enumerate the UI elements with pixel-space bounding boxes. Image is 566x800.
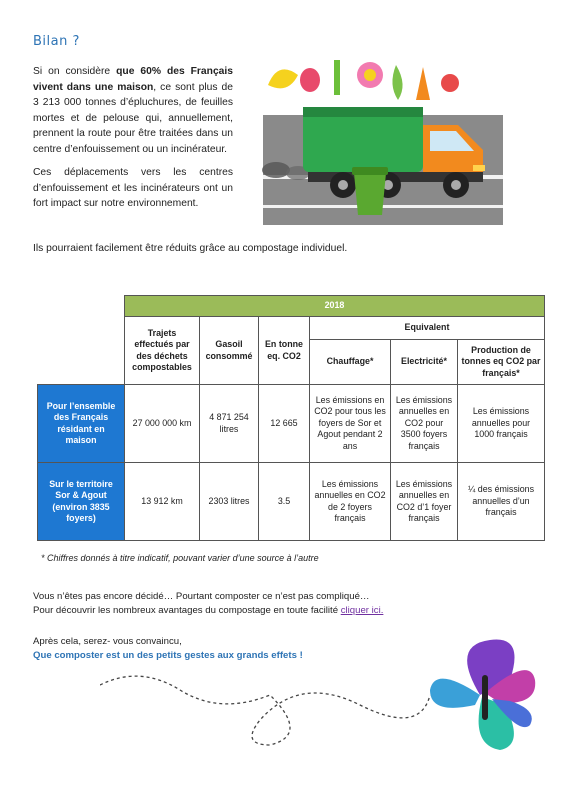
cell-chauffage: Les émissions en CO2 pour tous les foyers de Sor et Agout pendant 2 ans	[310, 385, 391, 463]
footnote: * Chiffres donnés à titre indicatif, pouvant varier d’une source à l’autre	[41, 553, 319, 563]
header-gasoil: Gasoil consommé	[200, 317, 259, 385]
cell-tonne: 3.5	[259, 463, 310, 541]
table-row	[38, 385, 545, 463]
cell-electricite: Les émissions annuelles en CO2 pour 3500 foyers français	[391, 385, 458, 463]
cell-tonne: 12 665	[259, 385, 310, 463]
cell-gasoil: 4 871 254 litres	[200, 385, 259, 463]
header-electricite: Electricité*	[391, 340, 458, 385]
intro-text	[33, 64, 233, 220]
table-row	[38, 463, 545, 541]
cell-chauffage: Les émissions annuelles en CO2 de 2 foyers français	[310, 463, 391, 541]
closing-line-1: Après cela, serez- vous convaincu,	[33, 636, 182, 647]
vegetable-characters	[268, 60, 459, 100]
header-chauffage: Chauffage*	[310, 340, 391, 385]
header-equivalent: Equivalent	[310, 317, 545, 340]
outro-line-1: Vous n’êtes pas encore décidé… Pourtant composter ce n’est pas compliqué…	[33, 591, 370, 602]
intro-highlight: que 60% des Français vivent dans une maison	[33, 66, 233, 93]
cell-production: Les émissions annuelles pour 1000 français	[458, 385, 545, 463]
co2-table	[37, 295, 545, 541]
cell-trajets: 13 912 km	[125, 463, 200, 541]
outro-line-2: Pour découvrir les nombreux avantages du compostage en toute facilité cliquer ici.	[33, 605, 384, 616]
header-tonne: En tonne eq. CO2	[259, 317, 310, 385]
page-title: Bilan ?	[33, 34, 80, 49]
garbage-truck-illustration	[258, 55, 508, 225]
closing-slogan: Que composter est un des petits gestes aux grands effets !	[33, 650, 303, 661]
row-label: Pour l’ensemble des Français résidant en maison	[38, 385, 125, 463]
cell-gasoil: 2303 litres	[200, 463, 259, 541]
header-trajets: Trajets effectués par des déchets compostables	[125, 317, 200, 385]
cliquer-ici-link[interactable]: cliquer ici.	[340, 605, 384, 616]
intro-paragraph-1: Si on considère que 60% des Français vivent dans une maison, ce sont plus de 3 213 000 tonnes d’épluchures, de feuilles mortes et de pelouse qui, annuellement, prennent la route pour être traitées dans un centre d’enfouissement ou un incinérateur.	[33, 66, 233, 155]
cell-production: ¼ des émissions annuelles d’un français	[458, 463, 545, 541]
outro-text	[33, 590, 383, 618]
row-label: Sur le territoire Sor & Agout (environ 3835 foyers)	[38, 463, 125, 541]
table-year-header: 2018	[125, 296, 545, 317]
intro-paragraph-2: Ces déplacements vers les centres d’enfouissement et les incinérateurs ont un fort impact sur notre environnement.	[33, 167, 233, 209]
butterfly-icon	[430, 640, 535, 751]
header-production: Production de tonnes eq CO2 par français*	[458, 340, 545, 385]
cell-electricite: Les émissions annuelles en CO2 d’1 foyer français	[391, 463, 458, 541]
closing-text	[33, 635, 303, 663]
cell-trajets: 27 000 000 km	[125, 385, 200, 463]
intro-paragraph-3: Ils pourraient facilement être réduits grâce au compostage individuel.	[33, 243, 348, 254]
